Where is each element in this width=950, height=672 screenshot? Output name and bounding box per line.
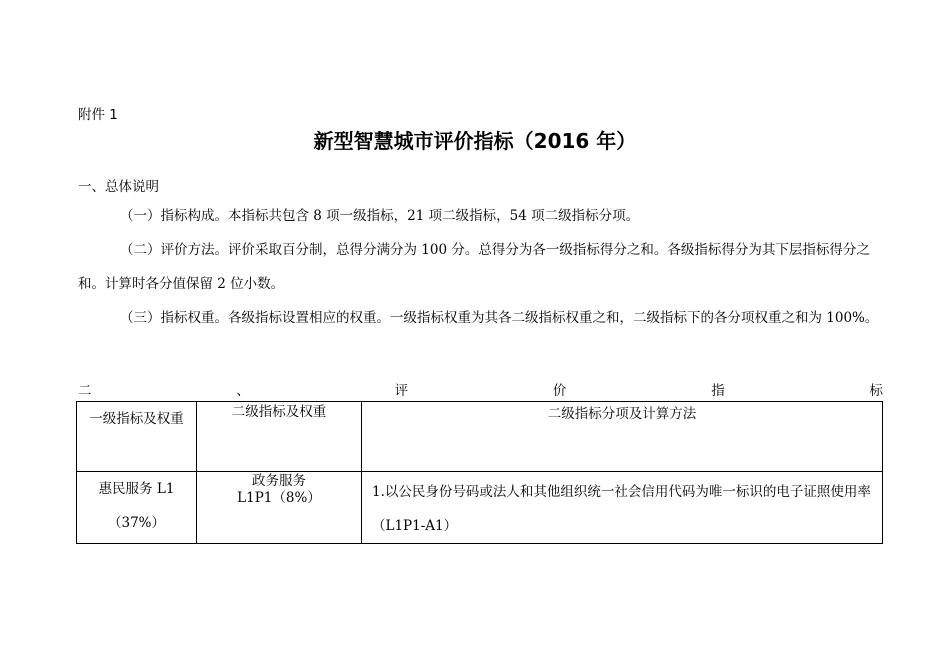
heading-char: 指: [711, 383, 725, 399]
paragraph-weight: （三）指标权重。各级指标设置相应的权重。一级指标权重为其各二级指标权重之和，二级指标下的各分项权重之和为 100%。: [120, 310, 879, 326]
indicator-table: [76, 401, 883, 544]
header-level1: 一级指标及权重: [77, 402, 197, 472]
heading-char: 价: [552, 383, 567, 399]
heading-char: 评: [394, 383, 409, 399]
table-row: [77, 472, 883, 544]
section-heading-general: 一、总体说明: [78, 179, 159, 195]
section-heading-indicators: [78, 382, 883, 400]
annex-label: 附件 1: [78, 107, 118, 123]
heading-char: 二: [78, 383, 92, 399]
cell-level2-name: 政务服务: [252, 473, 306, 489]
cell-level2: [197, 472, 362, 544]
table-header-row: [77, 402, 883, 472]
paragraph-method: （二）评价方法。评价采取百分制，总得分满分为 100 分。总得分为各一级指标得分之和。各级指标得分为其下层指标得分之和。计算时各分值保留 2 位小数。: [78, 242, 870, 292]
header-items: 二级指标分项及计算方法: [362, 402, 883, 472]
document-title: 新型智慧城市评价指标（2016 年）: [313, 129, 637, 153]
heading-char: 、: [236, 383, 250, 399]
cell-item: 1.以公民身份号码或法人和其他组织统一社会信用代码为唯一标识的电子证照使用率（L1P1-A1）: [362, 472, 883, 544]
cell-level1: 惠民服务 L1（37%）: [77, 472, 197, 544]
header-level2: 二级指标及权重: [197, 402, 362, 472]
cell-level2-code: L1P1（8%）: [237, 490, 321, 506]
paragraph-composition: （一）指标构成。本指标共包含 8 项一级指标，21 项二级指标，54 项二级指标分项。: [120, 208, 640, 224]
heading-char: 标: [869, 383, 883, 399]
